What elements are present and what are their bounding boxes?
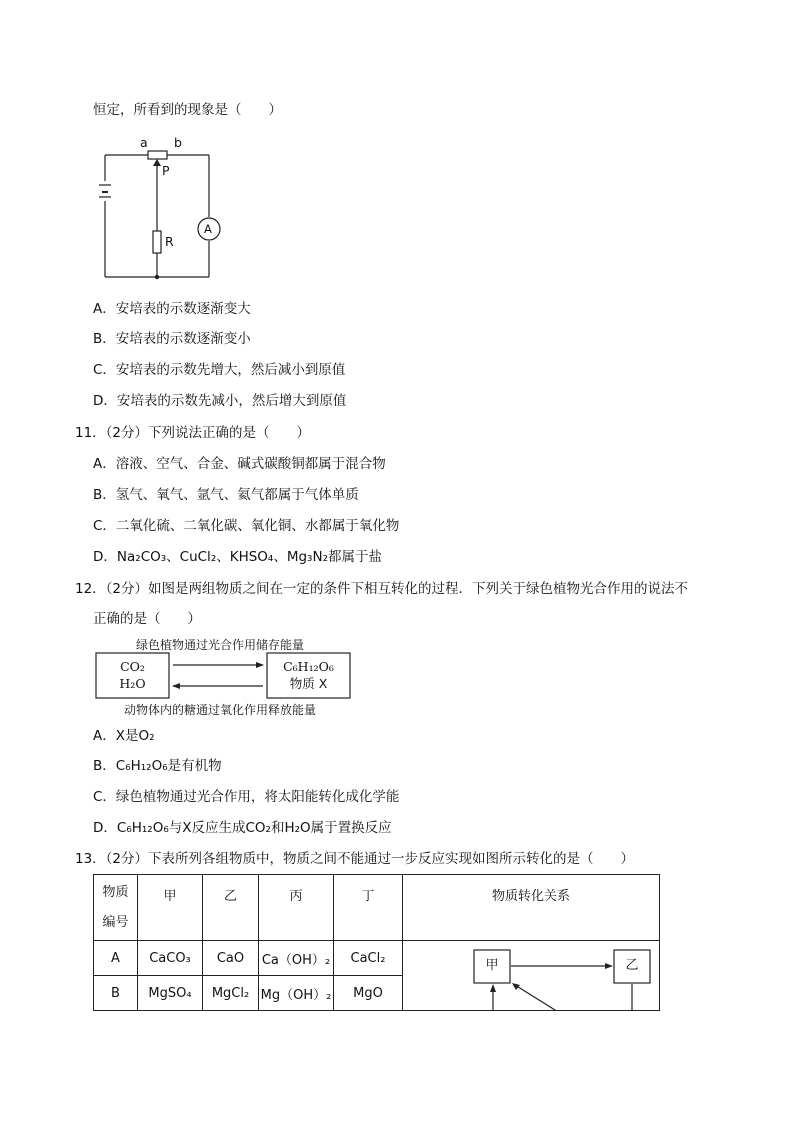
q12-stem-line1: 12．（2分）如图是两组物质之间在一定的条件下相互转化的过程．下列关于绿色植物光合作用的说法不	[75, 581, 689, 597]
rheostat-end-a: a	[140, 135, 148, 150]
ammeter-label: A	[204, 222, 212, 236]
q12-option-b: B．C₆H₁₂O₆是有机物	[93, 758, 222, 774]
q10-option-d: D．安培表的示数先减小，然后增大到原值	[93, 393, 347, 409]
left-box-line1: CO₂	[120, 659, 145, 674]
q11-stem: 11．（2分）下列说法正确的是（ ）	[75, 425, 311, 441]
relation-diagram	[403, 941, 659, 1011]
row-a-jia: CaCO₃	[138, 941, 203, 976]
q13-stem: 13．（2分）下表所列各组物质中，物质之间不能通过一步反应实现如图所示转化的是（ ）	[75, 851, 635, 867]
q11-option-d-suffix: 都属于盐	[327, 549, 382, 565]
row-a-bing: Ca（OH）₂	[259, 941, 334, 976]
q11-option-a: A．溶液、空气、合金、碱式碳酸铜都属于混合物	[93, 456, 386, 472]
resistor-label-r: R	[165, 234, 174, 249]
row-b-ding: MgO	[334, 976, 403, 1011]
table-header-row	[94, 875, 660, 941]
q10-option-b: B．安培表的示数逐渐变小	[93, 331, 251, 347]
q11-option-b: B．氢气、氧气、氩气、氦气都属于气体单质	[93, 487, 359, 503]
right-box-line2: 物质 X	[289, 676, 328, 691]
relation-diagram-cell	[403, 941, 660, 1011]
header-cell-relation: 物质转化关系	[403, 875, 660, 941]
q12-option-d: D．C₆H₁₂O₆与X反应生成CO₂和H₂O属于置换反应	[93, 820, 392, 836]
table-row	[94, 941, 660, 976]
row-a-id: A	[94, 941, 138, 976]
right-box-line1: C₆H₁₂O₆	[283, 659, 334, 674]
row-a-ding: CaCl₂	[334, 941, 403, 976]
diagram-top-label: 绿色植物通过光合作用储存能量	[136, 638, 305, 652]
relation-box-jia: 甲	[485, 958, 499, 973]
q12-option-c: C．绿色植物通过光合作用，将太阳能转化成化学能	[93, 789, 400, 805]
circuit-svg	[90, 135, 230, 285]
q11-option-d-formula: Na₂CO₃、CuCl₂、KHSO₄、Mg₃N₂	[116, 549, 328, 565]
q11-option-d-prefix: D．	[93, 549, 117, 565]
q12-option-a: A．X是O₂	[93, 728, 155, 744]
header-cell-yi: 乙	[203, 875, 259, 941]
row-b-bing: Mg（OH）₂	[259, 976, 334, 1011]
rheostat-end-b: b	[174, 135, 182, 150]
relation-svg	[403, 941, 659, 1011]
row-b-jia: MgSO₄	[138, 976, 203, 1011]
conversion-diagram	[93, 636, 353, 720]
q11-option-d	[93, 548, 382, 566]
q10-option-c: C．安培表的示数先增大，然后减小到原值	[93, 362, 346, 378]
row-b-id: B	[94, 976, 138, 1011]
header-cell-bing: 丙	[259, 875, 334, 941]
header-cell-id: 物质 编号	[94, 875, 138, 941]
row-a-yi: CaO	[203, 941, 259, 976]
q10-option-a: A．安培表的示数逐渐变大	[93, 301, 251, 317]
substance-table	[93, 874, 660, 1011]
left-box-line2: H₂O	[119, 676, 146, 691]
relation-box-yi: 乙	[625, 958, 639, 973]
header-cell-ding: 丁	[334, 875, 403, 941]
q10-stem-tail: 恒定，所看到的现象是（ ）	[93, 102, 282, 118]
circuit-diagram	[90, 135, 230, 285]
diagram-bottom-label: 动物体内的糖通过氧化作用释放能量	[124, 703, 317, 717]
slider-label-p: P	[162, 163, 170, 178]
q12-stem-line2: 正确的是（ ）	[93, 611, 201, 627]
row-b-yi: MgCl₂	[203, 976, 259, 1011]
header-cell-jia: 甲	[138, 875, 203, 941]
q11-option-c: C．二氧化硫、二氧化碳、氧化铜、水都属于氧化物	[93, 518, 400, 534]
